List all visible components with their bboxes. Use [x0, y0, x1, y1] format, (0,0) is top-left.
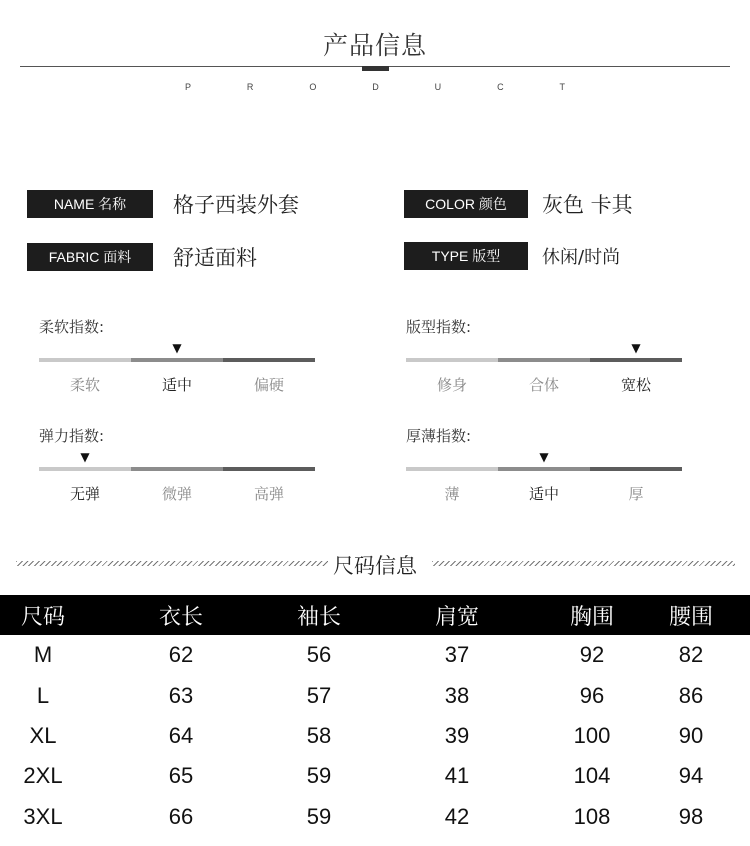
- table-cell: 82: [678, 642, 704, 668]
- scale-thickness: [406, 425, 682, 504]
- subtitle-letter: R: [246, 82, 254, 92]
- fabric-tag: FABRIC 面料: [27, 243, 153, 271]
- table-cell: 64: [168, 722, 194, 748]
- name-value: 格子西装外套: [173, 193, 299, 217]
- scale-option: 宽松: [620, 376, 651, 394]
- table-cell: 41: [444, 763, 470, 789]
- scale-marker-icon: ▼: [80, 450, 90, 464]
- table-row: [0, 635, 750, 675]
- table-cell: 38: [444, 682, 470, 708]
- size-table: [0, 595, 750, 837]
- hatch-divider: [432, 561, 735, 566]
- table-cell: 59: [306, 763, 332, 789]
- title-divider-mark: [362, 66, 389, 71]
- table-cell: 86: [678, 682, 704, 708]
- size-section-header: [0, 548, 750, 578]
- column-header: 肩宽: [434, 604, 479, 630]
- scale-option: 微弹: [161, 485, 192, 503]
- scale-bar: [406, 467, 682, 471]
- table-row: [0, 756, 750, 796]
- table-row: [0, 797, 750, 837]
- subtitle-letter: C: [497, 82, 504, 92]
- column-header: 尺码: [20, 604, 65, 630]
- scale-label: 弹力指数:: [39, 427, 105, 445]
- subtitle-letter: O: [309, 82, 317, 92]
- table-cell: 63: [168, 682, 194, 708]
- table-cell: 65: [168, 763, 194, 789]
- product-subtitle: [185, 82, 565, 92]
- scale-option: 适中: [161, 376, 192, 394]
- scale-elasticity: [39, 425, 315, 504]
- table-cell: 90: [678, 722, 704, 748]
- table-cell: 100: [573, 722, 611, 748]
- column-header: 腰围: [668, 604, 713, 630]
- table-cell: L: [36, 682, 50, 708]
- table-cell: 104: [573, 763, 611, 789]
- table-cell: 37: [444, 642, 470, 668]
- scale-option: 高弹: [253, 485, 284, 503]
- column-header: 袖长: [296, 604, 341, 630]
- table-cell: 56: [306, 642, 332, 668]
- info-color: [404, 189, 633, 219]
- subtitle-letter: T: [559, 82, 565, 92]
- column-header: 衣长: [158, 604, 203, 630]
- table-cell: 42: [444, 803, 470, 829]
- table-cell: 62: [168, 642, 194, 668]
- scale-option: 适中: [528, 485, 559, 503]
- size-section-title: 尺码信息: [333, 554, 417, 578]
- scale-option: 偏硬: [253, 376, 284, 394]
- type-tag: TYPE 版型: [404, 242, 528, 270]
- scale-bar: [39, 358, 315, 362]
- table-cell: 2XL: [23, 763, 63, 789]
- table-cell: 58: [306, 722, 332, 748]
- scale-bar: [406, 358, 682, 362]
- scale-option: 厚: [628, 485, 644, 503]
- table-cell: 98: [678, 803, 704, 829]
- info-name: [27, 189, 299, 219]
- scale-option: 修身: [436, 376, 467, 394]
- color-tag: COLOR 颜色: [404, 190, 528, 218]
- scale-fit: [406, 316, 682, 395]
- table-cell: 94: [678, 763, 704, 789]
- table-cell: XL: [29, 722, 57, 748]
- table-cell: 96: [579, 682, 605, 708]
- table-cell: 108: [573, 803, 611, 829]
- scale-marker-icon: ▼: [172, 341, 182, 355]
- table-cell: M: [33, 642, 53, 668]
- table-cell: 57: [306, 682, 332, 708]
- scale-option: 薄: [444, 485, 460, 503]
- scale-bar: [39, 467, 315, 471]
- size-table-header: [0, 595, 750, 635]
- scale-option: 柔软: [69, 376, 100, 394]
- scale-label: 厚薄指数:: [406, 427, 472, 445]
- scale-option: 合体: [528, 376, 559, 394]
- name-tag: NAME 名称: [27, 190, 153, 218]
- subtitle-letter: D: [372, 82, 379, 92]
- type-value: 休闲/时尚: [542, 247, 621, 268]
- scale-softness: [39, 316, 315, 395]
- scale-label: 版型指数:: [406, 318, 472, 336]
- table-cell: 59: [306, 803, 332, 829]
- subtitle-letter: U: [434, 82, 442, 92]
- table-row: [0, 716, 750, 756]
- table-row: [0, 675, 750, 715]
- scale-label: 柔软指数:: [39, 318, 105, 336]
- table-cell: 39: [444, 722, 470, 748]
- size-table-body: [0, 635, 750, 837]
- column-header: 胸围: [569, 604, 614, 630]
- table-cell: 3XL: [23, 803, 63, 829]
- subtitle-letter: P: [185, 82, 192, 92]
- info-fabric: [27, 242, 257, 272]
- scale-marker-icon: ▼: [631, 341, 641, 355]
- scale-marker-icon: ▼: [539, 450, 549, 464]
- color-value: 灰色 卡其: [542, 193, 633, 217]
- scale-option: 无弹: [69, 485, 100, 503]
- info-type: [404, 242, 620, 270]
- page-title: 产品信息: [322, 31, 427, 60]
- table-cell: 66: [168, 803, 194, 829]
- table-cell: 92: [579, 642, 605, 668]
- fabric-value: 舒适面料: [173, 246, 257, 270]
